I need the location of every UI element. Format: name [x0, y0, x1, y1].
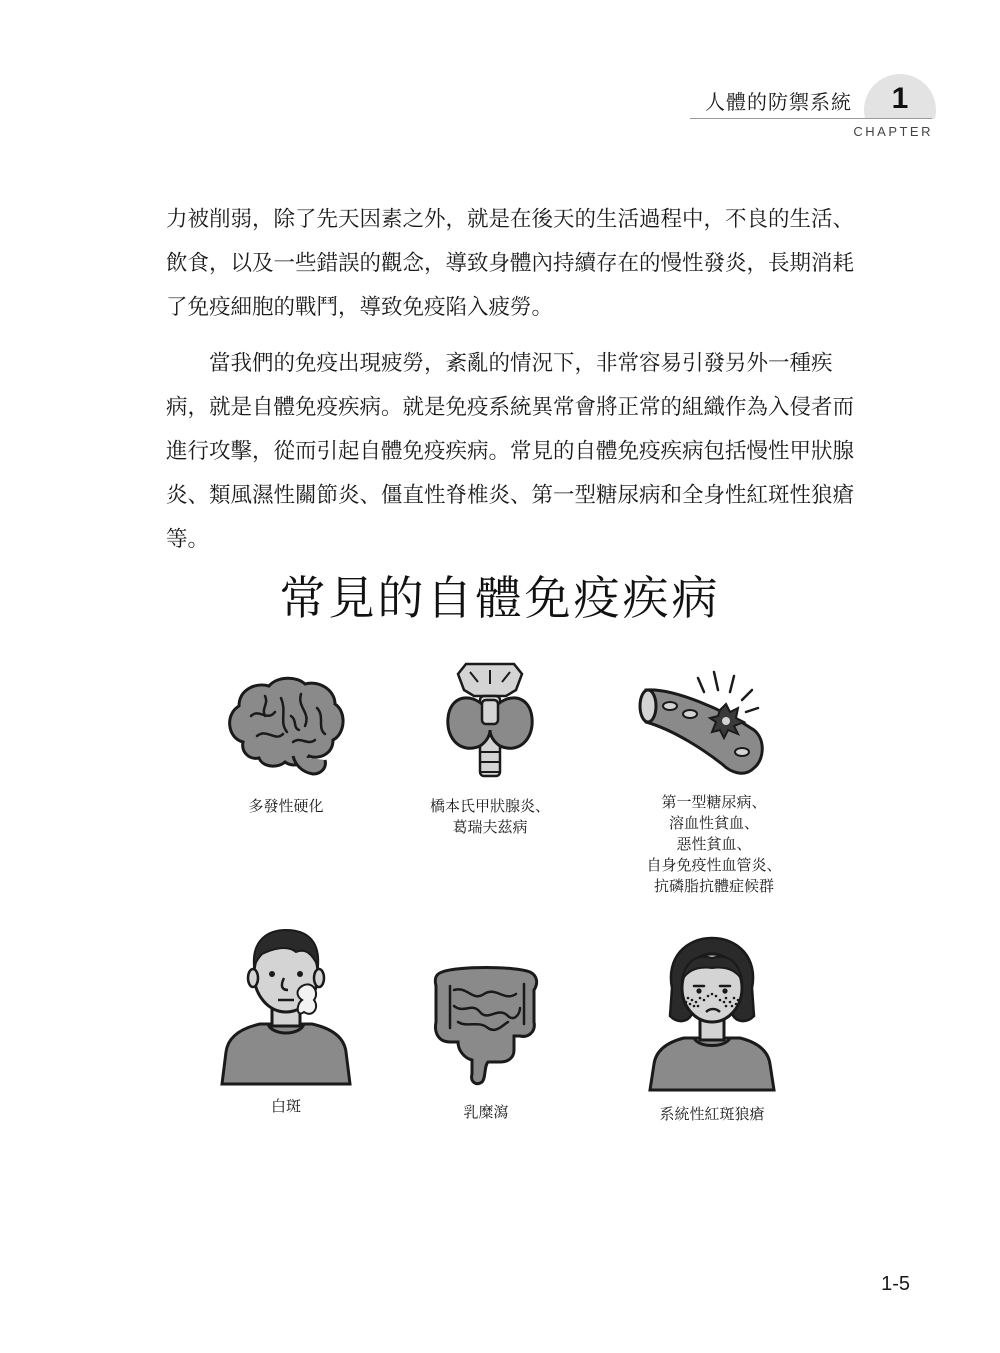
disease-item-intestine [366, 962, 606, 1123]
disease-caption: 多發性硬化 [248, 797, 324, 815]
paragraph: 當我們的免疫出現疲勞，紊亂的情況下，非常容易引發另外一種疾病，就是自體免疫疾病。就是免疫系統異常會將正常的組織作為入侵者而進行攻擊，從而引起自體免疫疾病。常見的自體免疫疾病包括慢性甲狀腺炎、類風濕性關節炎、僵直性脊椎炎、第一型糖尿病和全身性紅斑性狼瘡等。 [166, 351, 855, 552]
lupus-person-icon [646, 928, 778, 1092]
page-number: 1-5 [881, 1273, 910, 1295]
brain-icon [221, 672, 351, 782]
thyroid-icon [440, 656, 540, 786]
disease-caption: 第一型糖尿病、 溶血性貧血、 惡性貧血、 自身免疫性血管炎、 抗磷脂抗體症候群 [646, 793, 782, 895]
disease-item-blood-vessel [594, 660, 834, 897]
chapter-title: 人體的防禦系統 [705, 90, 852, 114]
intestine-icon [428, 962, 544, 1088]
blood-vessel-icon [634, 660, 794, 788]
figure-title: 常見的自體免疫疾病 [279, 571, 721, 625]
paragraph: 力被削弱，除了先天因素之外，就是在後天的生活過程中，不良的生活、飲食，以及一些錯誤的觀念，導致身體內持續存在的慢性發炎，長期消耗了免疫細胞的戰鬥，導致免疫陷入疲勞。 [166, 207, 855, 320]
disease-item-lupus [592, 928, 832, 1125]
disease-caption: 乳糜瀉 [463, 1103, 509, 1121]
disease-caption: 橋本氏甲狀腺炎、 葛瑞夫茲病 [429, 797, 550, 836]
body-text [166, 198, 856, 574]
disease-caption: 系統性紅斑狼瘡 [659, 1105, 765, 1123]
disease-caption: 白斑 [270, 1097, 301, 1115]
page-header [0, 0, 1000, 150]
chapter-number: 1 [891, 82, 909, 115]
vitiligo-person-icon [216, 920, 356, 1088]
header-divider [690, 118, 932, 119]
chapter-label: CHAPTER [853, 124, 933, 139]
disease-item-thyroid [370, 656, 610, 838]
